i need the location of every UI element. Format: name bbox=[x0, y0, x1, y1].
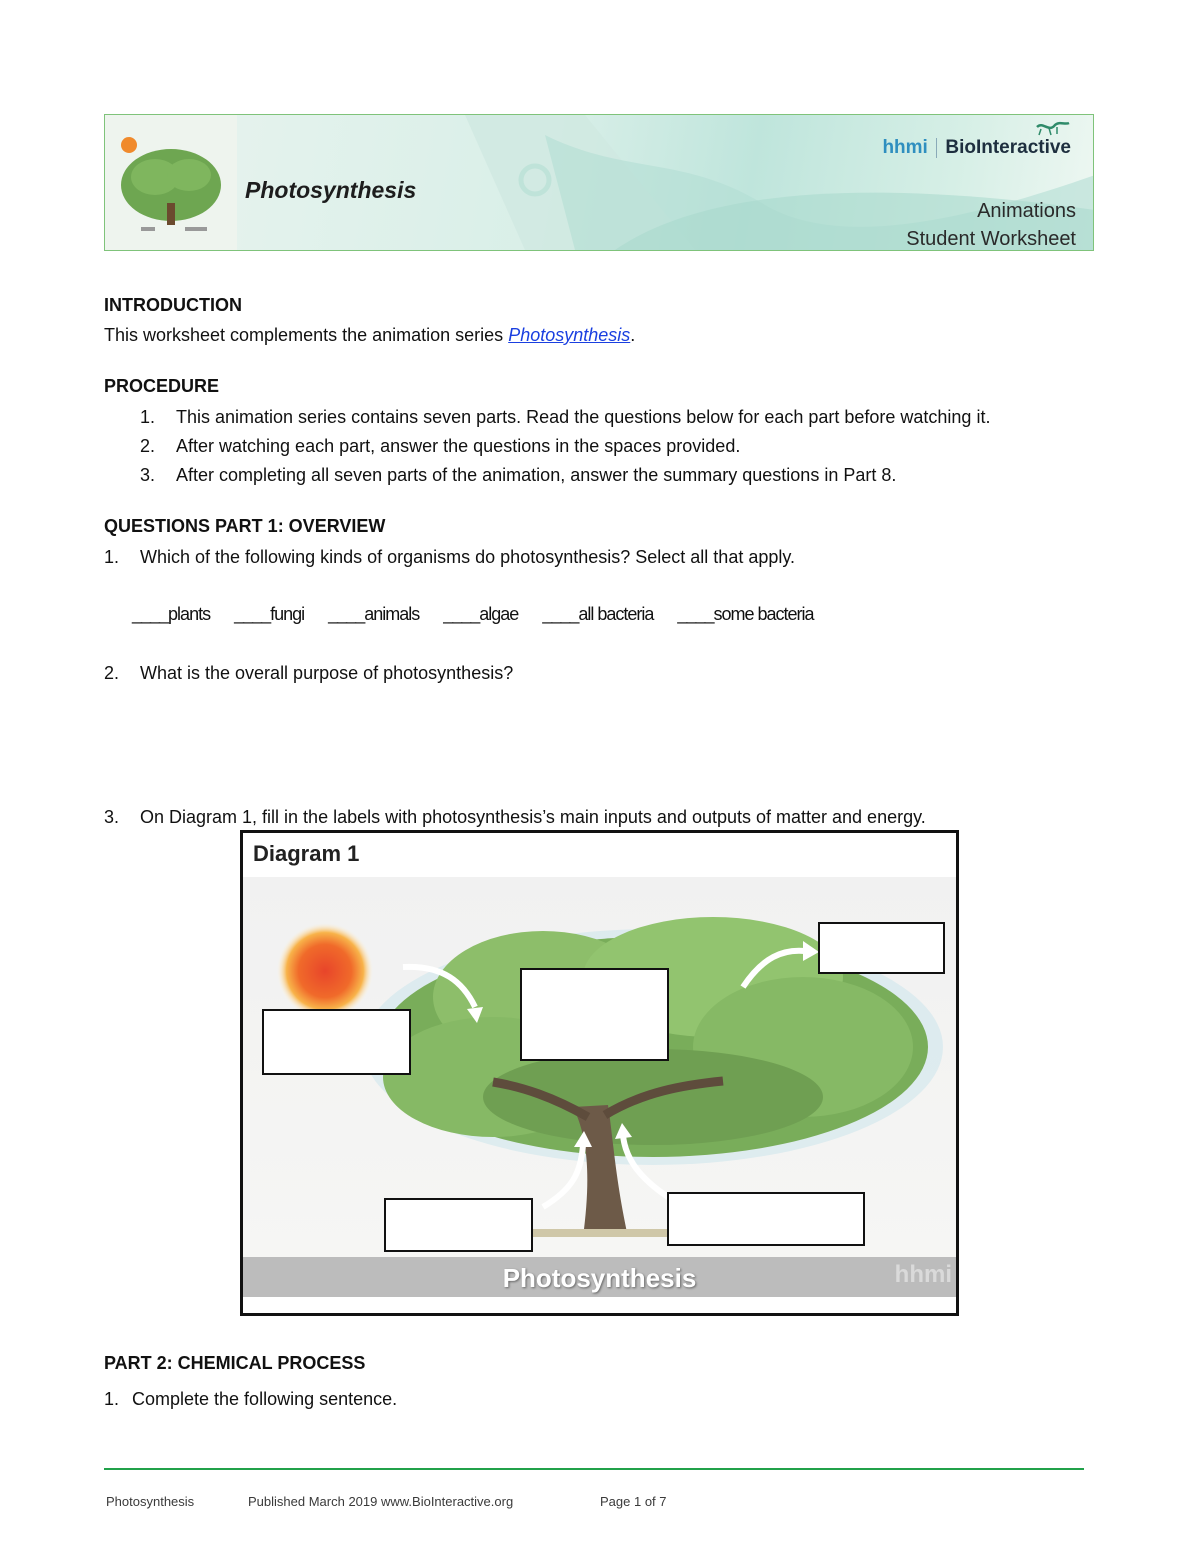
question-3 bbox=[104, 807, 926, 828]
brand-hhmi: hhmi bbox=[882, 137, 928, 158]
question-1 bbox=[104, 547, 795, 568]
question-2 bbox=[104, 663, 513, 684]
banner-subtitle-line-2: Student Worksheet bbox=[906, 228, 1076, 250]
procedure-step bbox=[140, 465, 896, 486]
diagram-caption: Photosynthesis bbox=[502, 1263, 697, 1293]
diagram-1 bbox=[240, 830, 959, 1316]
option-animals[interactable]: ____animals bbox=[328, 604, 420, 624]
brand-divider bbox=[936, 138, 938, 158]
step-number: 1. bbox=[140, 407, 156, 427]
brand-logo bbox=[882, 137, 1071, 159]
diagram-title: Diagram 1 bbox=[253, 841, 360, 866]
label-box-output[interactable] bbox=[818, 922, 945, 974]
part1-heading: QUESTIONS PART 1: OVERVIEW bbox=[104, 516, 386, 536]
lizard-logo-icon bbox=[1035, 119, 1071, 139]
option-fungi[interactable]: ____fungi bbox=[234, 604, 305, 624]
question-number: 2. bbox=[104, 663, 120, 683]
banner-subtitle bbox=[906, 197, 1076, 251]
question-text: On Diagram 1, fill in the labels with photosynthesis’s main inputs and outputs of matter and energy. bbox=[140, 807, 926, 827]
option-all-bacteria[interactable]: ____all bacteria bbox=[542, 604, 654, 624]
footer-page-number: Page 1 of 7 bbox=[600, 1494, 667, 1509]
tree-thumbnail bbox=[105, 115, 237, 250]
question-number: 3. bbox=[104, 807, 120, 827]
header-banner bbox=[104, 114, 1094, 251]
label-box-center[interactable] bbox=[520, 968, 669, 1061]
procedure-heading: PROCEDURE bbox=[104, 376, 220, 396]
banner-title: Photosynthesis bbox=[245, 177, 417, 203]
brand-name: BioInteractive bbox=[945, 137, 1071, 158]
introduction-heading: INTRODUCTION bbox=[104, 295, 242, 315]
part2-heading: PART 2: CHEMICAL PROCESS bbox=[104, 1353, 366, 1373]
step-number: 2. bbox=[140, 436, 156, 456]
introduction-text bbox=[104, 325, 635, 346]
footer-published: Published March 2019 www.BioInteractive.org bbox=[248, 1494, 514, 1509]
question-text: What is the overall purpose of photosynthesis? bbox=[140, 663, 514, 683]
introduction-period: . bbox=[630, 325, 636, 345]
photosynthesis-link[interactable]: Photosynthesis bbox=[508, 325, 631, 345]
sun-icon bbox=[277, 923, 373, 1019]
question-text: Complete the following sentence. bbox=[132, 1389, 398, 1409]
step-text: After completing all seven parts of the animation, answer the summary questions in Part 8. bbox=[176, 465, 897, 485]
label-box-input-left[interactable] bbox=[384, 1198, 533, 1252]
footer-title: Photosynthesis bbox=[106, 1494, 195, 1509]
banner-subtitle-line-1: Animations bbox=[977, 200, 1076, 222]
step-text: After watching each part, answer the questions in the spaces provided. bbox=[176, 436, 741, 456]
label-box-input-right[interactable] bbox=[667, 1192, 865, 1246]
organism-options bbox=[132, 604, 814, 625]
step-text: This animation series contains seven parts. Read the questions below for each part before watching it. bbox=[176, 407, 991, 427]
option-plants[interactable]: ____plants bbox=[132, 604, 211, 624]
question-text: Which of the following kinds of organisms do photosynthesis? Select all that apply. bbox=[140, 547, 796, 567]
part2-question-1 bbox=[104, 1389, 397, 1410]
procedure-step bbox=[140, 436, 740, 457]
procedure-step bbox=[140, 407, 990, 428]
footer-divider bbox=[104, 1468, 1084, 1470]
question-number: 1. bbox=[104, 547, 120, 567]
introduction-body: This worksheet complements the animation series bbox=[104, 325, 509, 345]
diagram-watermark: hhmi bbox=[894, 1261, 952, 1288]
step-number: 3. bbox=[140, 465, 156, 485]
question-number: 1. bbox=[104, 1389, 120, 1409]
option-some-bacteria[interactable]: ____some bacteria bbox=[677, 604, 814, 624]
label-box-energy-input[interactable] bbox=[262, 1009, 411, 1075]
option-algae[interactable]: ____algae bbox=[443, 604, 519, 624]
